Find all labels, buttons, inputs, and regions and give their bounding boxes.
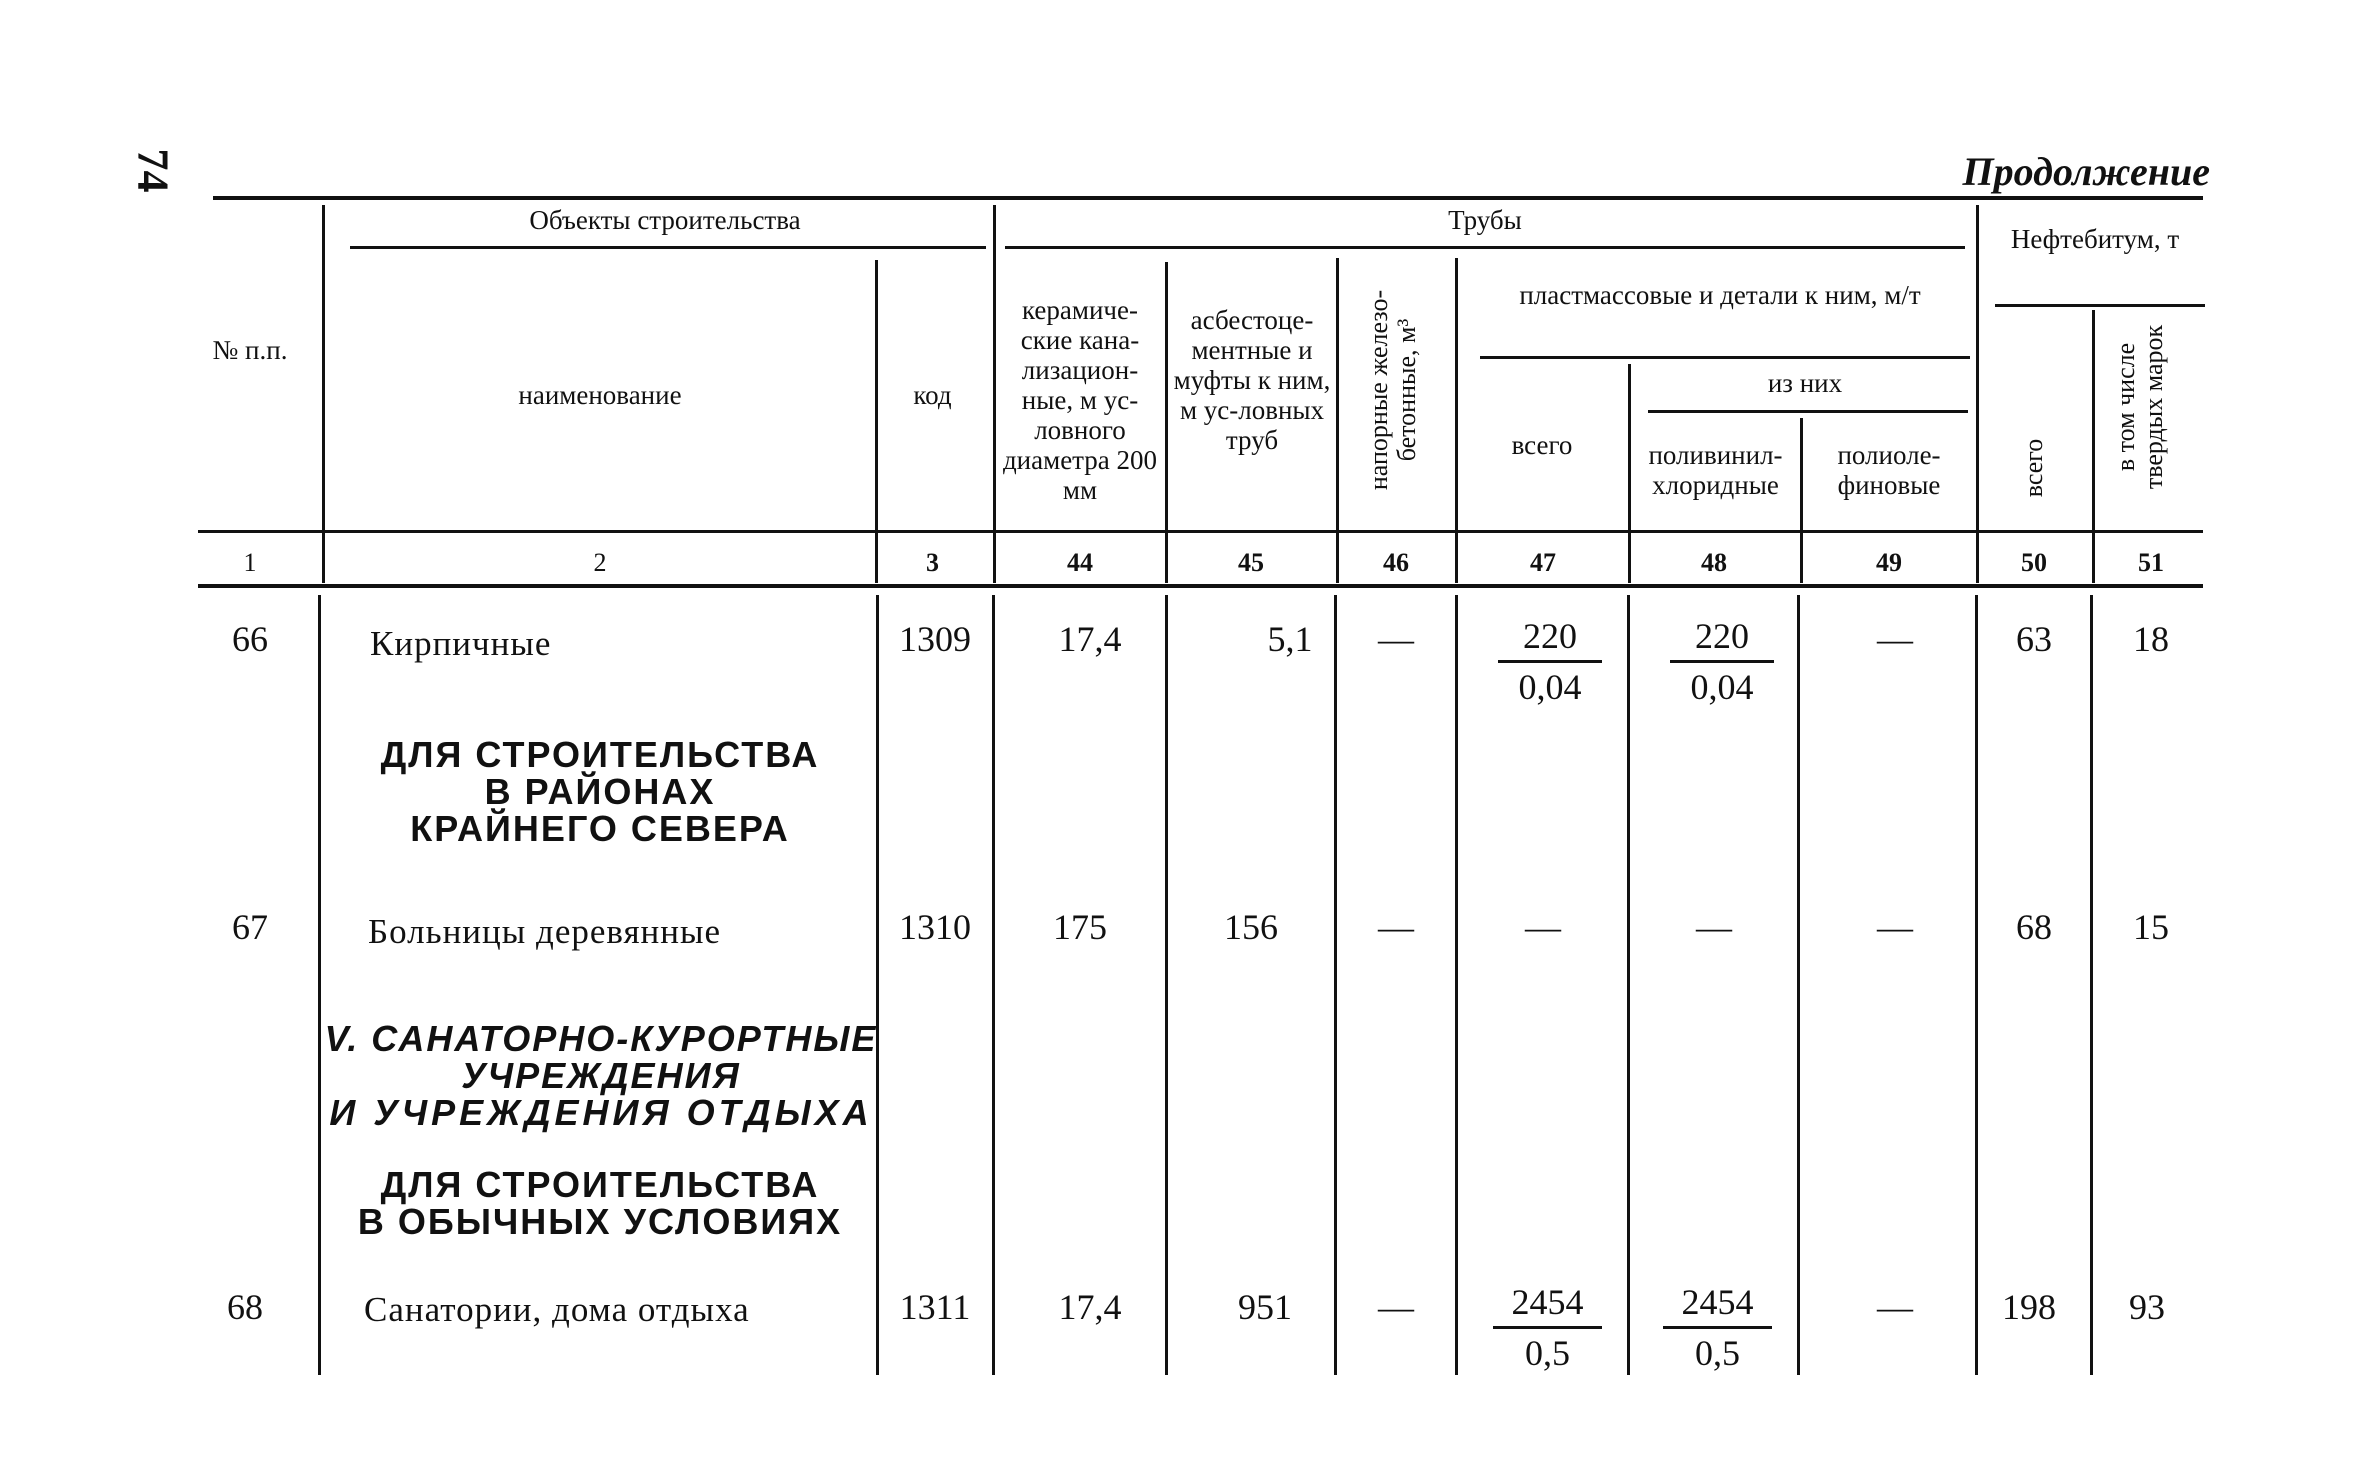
header-name: наименование [518,380,682,410]
header-bitumen-total: всего [2019,438,2048,498]
row-c45: 156 [1224,907,1278,947]
header-plastic-total: всего [1511,430,1573,460]
section-heading-normal [330,1166,870,1240]
row-c46: — [1378,907,1414,947]
row-c49: — [1877,619,1913,659]
section-line: В РАЙОНАХ [484,771,716,812]
section-line: И УЧРЕЖДЕНИЯ ОТДЫХА [329,1092,873,1133]
colnum-1: 1 [243,548,257,577]
row-num: 68 [227,1287,263,1327]
row-c50: 63 [2016,619,2052,659]
header-asbestos: асбестоце-ментные и муфты к ним, м ус-ловных труб [1173,305,1331,455]
col-divider-8 [1800,418,1803,583]
row-c45: 951 [1238,1287,1292,1327]
row-num: 66 [232,619,268,659]
section-heading-sanatorium [322,1020,880,1131]
col-divider-2-body [876,595,879,1375]
header-bottom-rule [198,530,2203,533]
row-c47-fraction [1490,614,1610,709]
col-divider-5 [1336,258,1339,583]
row-name: Санатории, дома отдыха [364,1290,750,1329]
header-pipes-group: Трубы [1448,205,1522,235]
header-num: № п.п. [212,335,288,365]
row-c44: 175 [1053,907,1107,947]
colnum-3: 3 [926,548,939,577]
col-divider-3-body [992,595,995,1375]
colnum-44: 44 [1067,548,1093,577]
section-heading-north [330,736,870,847]
row-c47: — [1525,907,1561,947]
col-divider-5-body [1334,595,1337,1375]
row-code: 1311 [899,1287,971,1327]
col-divider-7 [1628,364,1631,583]
section-line: ДЛЯ СТРОИТЕЛЬСТВА [380,734,820,775]
fraction-bar [1670,660,1774,663]
section-line: В ОБЫЧНЫХ УСЛОВИЯХ [357,1201,843,1242]
colnum-51: 51 [2138,548,2164,577]
section-line: V. САНАТОРНО-КУРОРТНЫЕ [324,1018,878,1059]
header-pvc: поливинил-хлоридные [1648,440,1783,500]
of-them-rule [1648,410,1968,413]
row-c48-fraction [1662,614,1782,709]
row-c51: 18 [2133,619,2169,659]
row-c45: 5,1 [1267,619,1313,659]
row-c47-fraction [1485,1280,1610,1375]
row-c46: — [1378,619,1414,659]
row-c47-bottom: 0,5 [1525,1333,1570,1373]
col-divider-6-body [1455,595,1458,1375]
col-divider-9 [1976,205,1979,583]
page-number: 74 [128,148,178,193]
continued-label: Продолжение [1962,149,2210,194]
col-divider-3 [993,205,996,583]
row-c48-fraction [1655,1280,1780,1375]
fraction-bar [1493,1326,1602,1329]
row-c48-top: 220 [1695,616,1749,656]
row-c48: — [1696,907,1732,947]
header-bitumen-solid: в том числе твердых марок [2111,324,2168,490]
colnum-49: 49 [1876,548,1902,577]
row-code: 1309 [899,619,971,659]
row-name: Больницы деревянные [368,912,722,951]
colnum-48: 48 [1701,548,1727,577]
row-c49: — [1877,1287,1913,1327]
col-divider-10-body [2090,595,2093,1375]
row-c48-top: 2454 [1681,1282,1754,1322]
header-polyolefin: полиоле-финовые [1837,440,1941,500]
pipes-group-rule [1005,246,1965,249]
col-divider-9-body [1975,595,1978,1375]
col-divider-1-body [318,595,321,1375]
header-pressure-concrete: напорные железо-бетонные, м³ [1364,289,1421,491]
section-line: УЧРЕЖДЕНИЯ [461,1055,741,1096]
row-c51: 15 [2133,907,2169,947]
bitumen-group-rule [1995,304,2205,307]
top-rule [213,196,2203,200]
col-divider-4 [1165,262,1168,583]
row-c44: 17,4 [1058,619,1122,659]
row-c46: — [1378,1287,1414,1327]
header-plastic-group: пластмассовые и детали к ним, м/т [1519,280,1921,310]
row-num: 67 [232,907,268,947]
col-divider-10 [2092,310,2095,583]
row-c51: 93 [2129,1287,2165,1327]
row-c50: 68 [2016,907,2052,947]
fraction-bar [1498,660,1602,663]
col-divider-6 [1455,258,1458,583]
header-objects-group: Объекты строительства [529,205,801,235]
row-name: Кирпичные [370,624,552,663]
col-divider-4-body [1165,595,1168,1375]
row-c48-bottom: 0,04 [1690,667,1754,707]
section-line: КРАЙНЕГО СЕВЕРА [410,808,790,849]
header-ceramic: керамиче-ские кана-лизацион-ные, м ус-ловного диаметра 200 мм [1002,295,1158,505]
col-divider-7-body [1627,595,1630,1375]
col-divider-1 [322,205,325,583]
col-divider-2 [875,260,878,583]
row-c47-top: 2454 [1511,1282,1584,1322]
row-c47-bottom: 0,04 [1518,667,1582,707]
colnum-2: 2 [593,548,607,577]
col-divider-8-body [1797,595,1800,1375]
section-line: ДЛЯ СТРОИТЕЛЬСТВА [380,1164,820,1205]
fraction-bar [1663,1326,1772,1329]
colnum-45: 45 [1238,548,1264,577]
row-code: 1310 [899,907,971,947]
row-c49: — [1877,907,1913,947]
row-c50: 198 [2002,1287,2056,1327]
header-bitumen-group: Нефтебитум, т [2010,224,2180,254]
colnum-50: 50 [2021,548,2047,577]
row-c47-top: 220 [1523,616,1577,656]
colnum-47: 47 [1530,548,1556,577]
plastic-group-rule [1480,356,1970,359]
column-number-rule [198,584,2203,588]
header-code: код [913,380,952,410]
row-c48-bottom: 0,5 [1695,1333,1740,1373]
objects-group-rule [350,246,986,249]
colnum-46: 46 [1383,548,1409,577]
header-of-them: из них [1767,368,1843,398]
row-c44: 17,4 [1058,1287,1122,1327]
